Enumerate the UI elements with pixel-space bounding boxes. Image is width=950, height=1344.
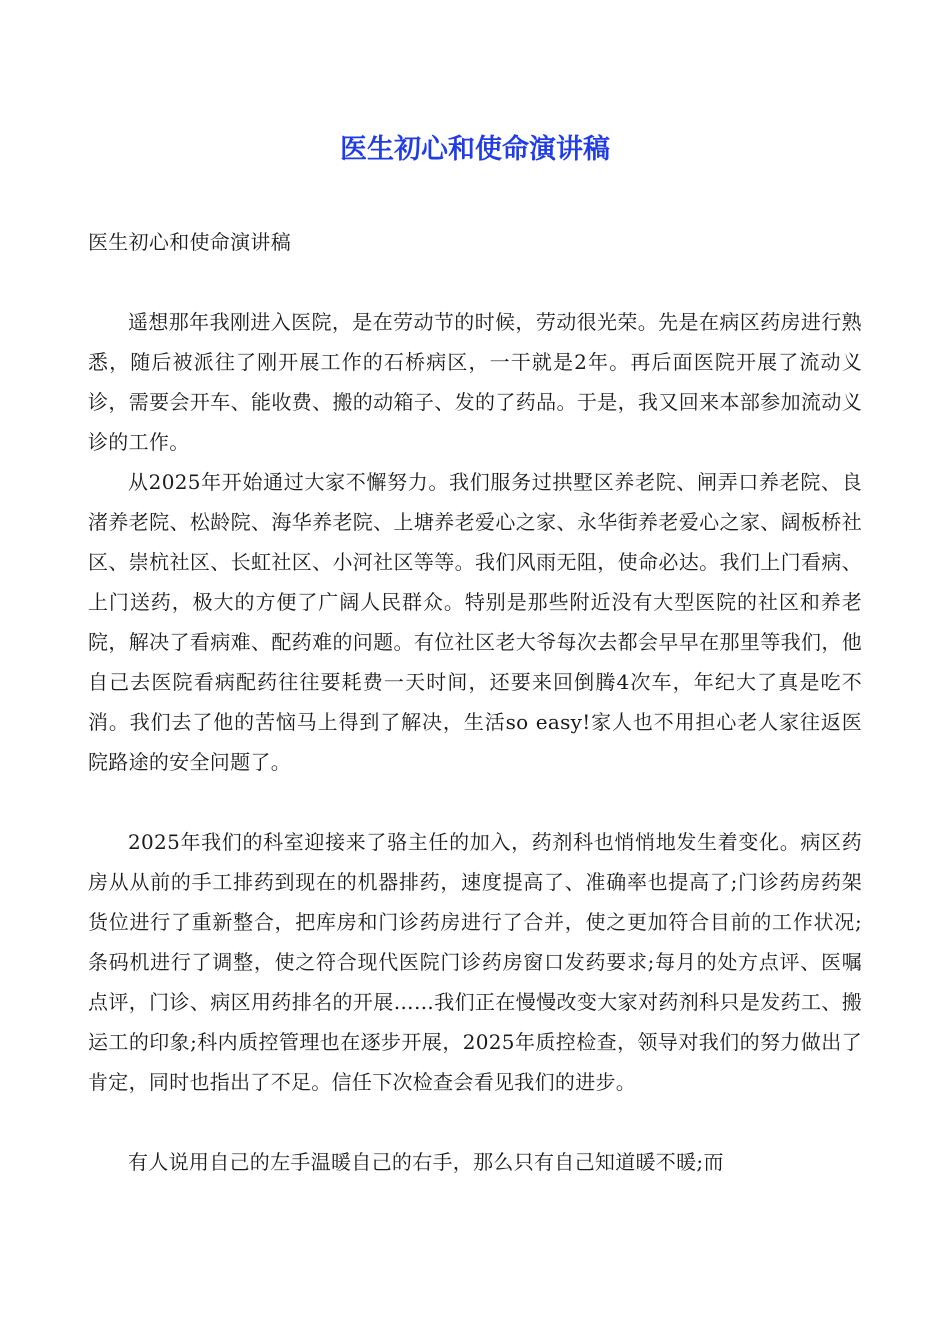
document-body bbox=[88, 222, 862, 1182]
document-subtitle: 医生初心和使命演讲稿 bbox=[88, 230, 291, 254]
blank-line bbox=[88, 1102, 862, 1142]
paragraph-4: 有人说用自己的左手温暖自己的右手，那么只有自己知道暖不暖;而 bbox=[128, 1150, 724, 1174]
blank-line bbox=[88, 262, 862, 302]
document-title: 医生初心和使命演讲稿 bbox=[340, 134, 610, 165]
paragraph-3: 2025年我们的科室迎接来了骆主任的加入，药剂科也悄悄地发生着变化。病区药房从从前的手工排药到现在的机器排药，速度提高了、准确率也提高了;门诊药房药架货位进行了重新整合，把库房和门诊药房进行了合并，使之更加符合目前的工作状况;条码机进行了调整，使之符合现代医院门诊药房窗口发药要求;每月的处方点评、医嘱点评，门诊、病区用药排名的开展……我们正在慢慢改变大家对药剂科只是发药工、搬运工的印象;科内质控管理也在逐步开展，2025年质控检查，领导对我们的努力做出了肯定，同时也指出了不足。信任下次检查会看见我们的进步。 bbox=[88, 830, 862, 1094]
blank-line bbox=[88, 782, 862, 822]
paragraph-1: 遥想那年我刚进入医院，是在劳动节的时候，劳动很光荣。先是在病区药房进行熟悉，随后被派往了刚开展工作的石桥病区，一干就是2年。再后面医院开展了流动义诊，需要会开车、能收费、搬的动箱子、发的了药品。于是，我又回来本部参加流动义诊的工作。 bbox=[88, 310, 862, 454]
paragraph-2: 从2025年开始通过大家不懈努力。我们服务过拱墅区养老院、闸弄口养老院、良渚养老院、松龄院、海华养老院、上塘养老爱心之家、永华街养老爱心之家、阔板桥社区、崇杭社区、长虹社区、小河社区等等。我们风雨无阻，使命必达。我们上门看病、上门送药，极大的方便了广阔人民群众。特别是那些附近没有大型医院的社区和养老院，解决了看病难、配药难的问题。有位社区老大爷每次去都会早早在那里等我们，他自己去医院看病配药往往要耗费一天时间，还要来回倒腾4次车，年纪大了真是吃不消。我们去了他的苦恼马上得到了解决，生活so easy!家人也不用担心老人家往返医院路途的安全问题了。 bbox=[88, 470, 862, 774]
